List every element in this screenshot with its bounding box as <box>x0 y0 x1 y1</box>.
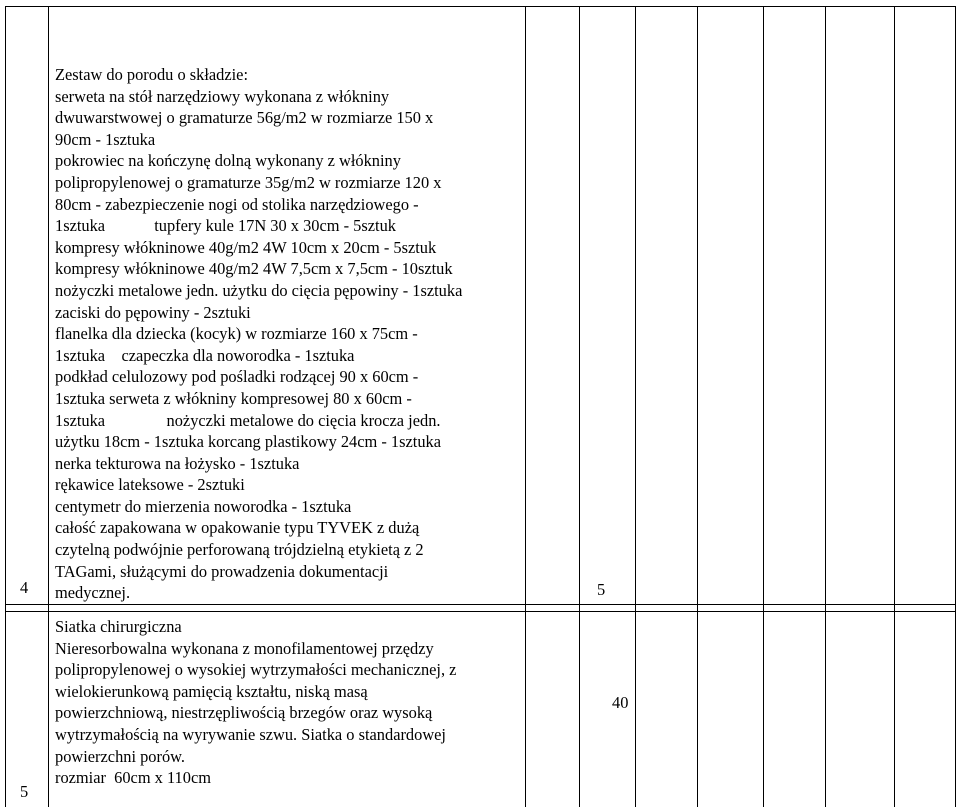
description-line: 1sztuka tupfery kule 17N 30 x 30cm - 5sztuk <box>55 216 396 236</box>
description-line: 1sztuka nożyczki metalowe do cięcia krocza jedn. <box>55 410 441 430</box>
description-line: kompresy włókninowe 40g/m2 4W 7,5cm x 7,5cm - 10sztuk <box>55 259 453 279</box>
description-line: centymetr do mierzenia noworodka - 1sztuka <box>55 496 352 516</box>
item-quantity: 40 <box>612 693 629 712</box>
description-line: serweta na stół narzędziowy wykonana z włókniny <box>55 86 390 106</box>
description-line: kompresy włókninowe 40g/m2 4W 10cm x 20cm - 5sztuk <box>55 237 437 257</box>
description-line: użytku 18cm - 1sztuka korcang plastikowy 24cm - 1sztuka <box>55 432 441 452</box>
description-line: medycznej. <box>55 583 131 603</box>
column-rule <box>579 6 580 807</box>
description-line: pokrowiec na kończynę dolną wykonany z włókniny <box>55 151 401 171</box>
column-rule <box>48 6 49 807</box>
description-line: nerka tekturowa na łożysko - 1sztuka <box>55 453 300 473</box>
description-line: polipropylenowej o wysokiej wytrzymałości mechanicznej, z <box>55 660 457 680</box>
description-line: czytelną podwójnie perforowaną trójdzielną etykietą z 2 <box>55 540 424 560</box>
table-rule-row-separator-inner <box>5 611 955 612</box>
description-line: TAGami, służącymi do prowadzenia dokumentacji <box>55 561 389 581</box>
column-rule <box>825 6 826 807</box>
column-rule <box>635 6 636 807</box>
item-description <box>55 64 462 604</box>
description-line: wielokierunkową pamięcią kształtu, niską masą <box>55 681 368 701</box>
description-line: podkład celulozowy pod pośladki rodzącej 90 x 60cm - <box>55 367 419 387</box>
description-line: 80cm - zabezpieczenie nogi od stolika narzędziowego - <box>55 194 419 214</box>
description-line: Nieresorbowalna wykonana z monofilamentowej przędzy <box>55 638 434 658</box>
description-line: 1sztuka serweta z włókniny kompresowej 80 x 60cm - <box>55 388 412 408</box>
description-line: Zestaw do porodu o składzie: <box>55 65 248 84</box>
description-line: rękawice lateksowe - 2sztuki <box>55 475 245 495</box>
table-rule-row-separator <box>5 604 955 605</box>
description-line: rozmiar 60cm x 110cm <box>55 768 211 788</box>
description-line: nożyczki metalowe jedn. użytku do cięcia pępowiny - 1sztuka <box>55 280 463 300</box>
column-rule <box>955 6 956 807</box>
description-line: powierzchniową, niestrzępliwością brzegów oraz wysoką <box>55 703 433 723</box>
description-line: Siatka chirurgiczna <box>55 617 182 636</box>
column-rule <box>525 6 526 807</box>
description-line: powierzchni porów. <box>55 746 186 766</box>
column-rule <box>763 6 764 807</box>
table-rule-top <box>5 6 955 7</box>
description-line: 90cm - 1sztuka <box>55 129 156 149</box>
description-line: całość zapakowana w opakowanie typu TYVEK z dużą <box>55 518 420 538</box>
column-rule <box>894 6 895 807</box>
description-line: zaciski do pępowiny - 2sztuki <box>55 302 251 322</box>
column-rule <box>5 6 6 807</box>
description-line: polipropylenowej o gramaturze 35g/m2 w rozmiarze 120 x <box>55 172 442 192</box>
description-line: 1sztuka czapeczka dla noworodka - 1sztuka <box>55 345 355 365</box>
row-number: 4 <box>20 578 29 597</box>
description-line: dwuwarstwowej o gramaturze 56g/m2 w rozmiarze 150 x <box>55 108 434 128</box>
item-description <box>55 616 456 789</box>
description-line: flanelka dla dziecka (kocyk) w rozmiarze 160 x 75cm - <box>55 324 418 344</box>
description-line: wytrzymałością na wyrywanie szwu. Siatka o standardowej <box>55 724 446 744</box>
column-rule <box>697 6 698 807</box>
item-quantity: 5 <box>597 580 606 599</box>
row-number: 5 <box>20 782 29 801</box>
